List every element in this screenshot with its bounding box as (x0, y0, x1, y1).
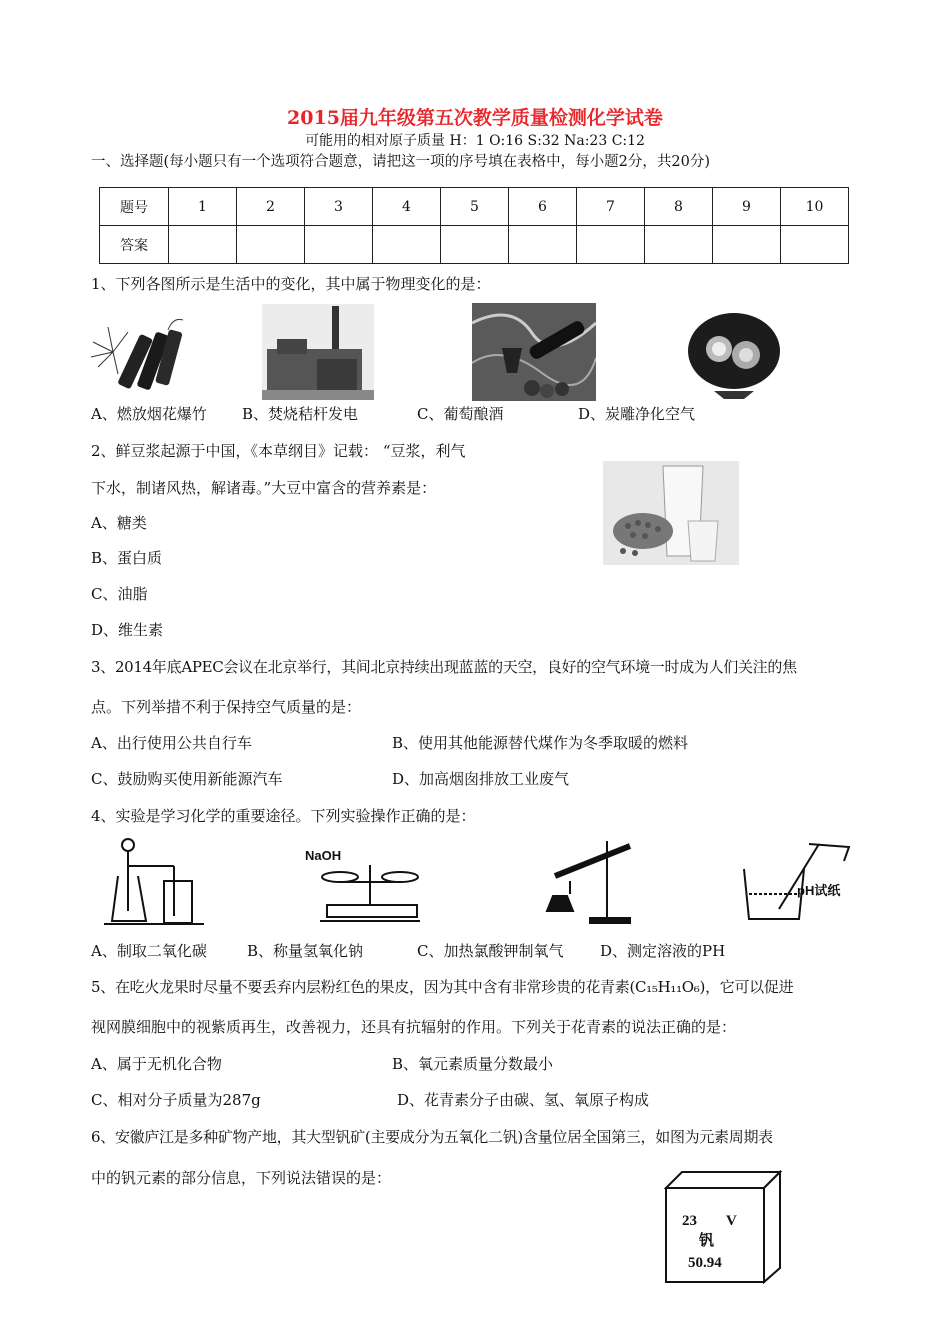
q1-option-a: A、燃放烟花爆竹 (91, 405, 207, 423)
question-number-cell: 10 (781, 188, 849, 226)
q4-option-d: D、测定溶液的PH (600, 942, 726, 960)
question-3-stem-line2: 点。下列举措不利于保持空气质量的是： (91, 698, 362, 716)
question-number-cell: 1 (169, 188, 237, 226)
answer-cell[interactable] (713, 226, 781, 264)
element-mass: 50.94 (688, 1255, 722, 1271)
question-1-stem: 1、下列各图所示是生活中的变化，其中属于物理变化的是： (91, 275, 491, 293)
element-symbol: V (726, 1213, 737, 1229)
ph-paper-label: pH试纸 (797, 883, 841, 898)
element-name: 钒 (699, 1233, 715, 1249)
question-number-cell: 3 (305, 188, 373, 226)
question-4-stem: 4、实验是学习化学的重要途径。下列实验操作正确的是： (91, 807, 476, 825)
table-row (100, 188, 849, 226)
q3-option-d: D、加高烟囱排放工业废气 (392, 770, 570, 788)
question-3-stem-line1: 3、2014年底APEC会议在北京举行，其间北京持续出现蓝蓝的天空，良好的空气环境一时成为人们关注的焦 (91, 658, 797, 676)
q5-option-a: A、属于无机化合物 (91, 1055, 222, 1073)
answer-cell[interactable] (373, 226, 441, 264)
ph-test-image (739, 839, 854, 923)
wine-image (472, 303, 596, 401)
question-number-cell: 2 (237, 188, 305, 226)
question-number-cell: 9 (713, 188, 781, 226)
firecracker-image (88, 312, 198, 397)
element-number: 23 (682, 1213, 697, 1229)
table-header-cell: 答案 (100, 226, 169, 264)
heating-apparatus-image (545, 836, 637, 926)
q2-option-b: B、蛋白质 (91, 549, 163, 567)
answer-cell[interactable] (305, 226, 373, 264)
answer-cell[interactable] (237, 226, 305, 264)
q2-option-a: A、糖类 (91, 514, 147, 532)
q3-option-b: B、使用其他能源替代煤作为冬季取暖的燃料 (392, 734, 689, 752)
q3-option-c: C、鼓励购买使用新能源汽车 (91, 770, 283, 788)
table-header-cell: 题号 (100, 188, 169, 226)
soy-milk-image (603, 461, 739, 565)
exam-title: 2015届九年级第五次教学质量检测化学试卷 (287, 107, 663, 129)
answer-table (99, 187, 849, 264)
q1-option-c: C、葡萄酿酒 (417, 405, 504, 423)
q5-option-d: D、花青素分子由碳、氢、氧原子构成 (397, 1091, 650, 1109)
q4-option-a: A、制取二氧化碳 (91, 942, 207, 960)
question-number-cell: 5 (441, 188, 509, 226)
naoh-label: NaOH (305, 848, 342, 863)
q2-option-d: D、维生素 (91, 621, 164, 639)
question-2-stem-line2: 下水，制诸风热，解诸毒。”大豆中富含的营养素是： (91, 479, 437, 497)
answer-cell[interactable] (645, 226, 713, 264)
balance-scale-image (305, 845, 425, 925)
question-6-stem-line2: 中的钒元素的部分信息，下列说法错误的是： (91, 1169, 392, 1187)
section-heading: 一、选择题(每小题只有一个选项符合题意，请把这一项的序号填在表格中，每小题2分，共20分) (91, 154, 710, 170)
answer-cell[interactable] (169, 226, 237, 264)
question-5-stem-line2: 视网膜细胞中的视紫质再生，改善视力，还具有抗辐射的作用。下列关于花青素的说法正确的是： (91, 1018, 737, 1036)
q1-option-b: B、焚烧秸杆发电 (242, 405, 359, 423)
q1-option-d: D、炭雕净化空气 (578, 405, 696, 423)
q3-option-a: A、出行使用公共自行车 (91, 734, 252, 752)
table-row (100, 226, 849, 264)
charcoal-carving-image (684, 311, 784, 401)
answer-cell[interactable] (509, 226, 577, 264)
vanadium-element-cell (664, 1170, 784, 1285)
answer-cell[interactable] (441, 226, 509, 264)
q5-option-b: B、氧元素质量分数最小 (392, 1055, 554, 1073)
power-plant-image (262, 304, 374, 400)
question-5-stem-line1: 5、在吃火龙果时尽量不要丢弃内层粉红色的果皮，因为其中含有非常珍贵的花青素(C₁₅H₁₁O₆)，它可以促进 (91, 978, 794, 996)
question-number-cell: 8 (645, 188, 713, 226)
atomic-masses-line: 可能用的相对原子质量 H：1 O:16 S:32 Na:23 C:12 (305, 133, 645, 149)
q4-option-c: C、加热氯酸钾制氧气 (417, 942, 564, 960)
question-number-cell: 7 (577, 188, 645, 226)
q2-option-c: C、油脂 (91, 585, 148, 603)
answer-cell[interactable] (781, 226, 849, 264)
q4-option-b: B、称量氢氧化钠 (247, 942, 364, 960)
question-6-stem-line1: 6、安徽庐江是多种矿物产地，其大型钒矿(主要成分为五氧化二钒)含量位居全国第三，如图为元素周期表 (91, 1128, 773, 1146)
q5-option-c: C、相对分子质量为287g (91, 1091, 261, 1109)
answer-cell[interactable] (577, 226, 645, 264)
co2-apparatus-image (104, 836, 204, 928)
question-2-stem-line1: 2、鲜豆浆起源于中国，《本草纲目》记载： “豆浆，利气 (91, 442, 466, 460)
question-number-cell: 4 (373, 188, 441, 226)
question-number-cell: 6 (509, 188, 577, 226)
